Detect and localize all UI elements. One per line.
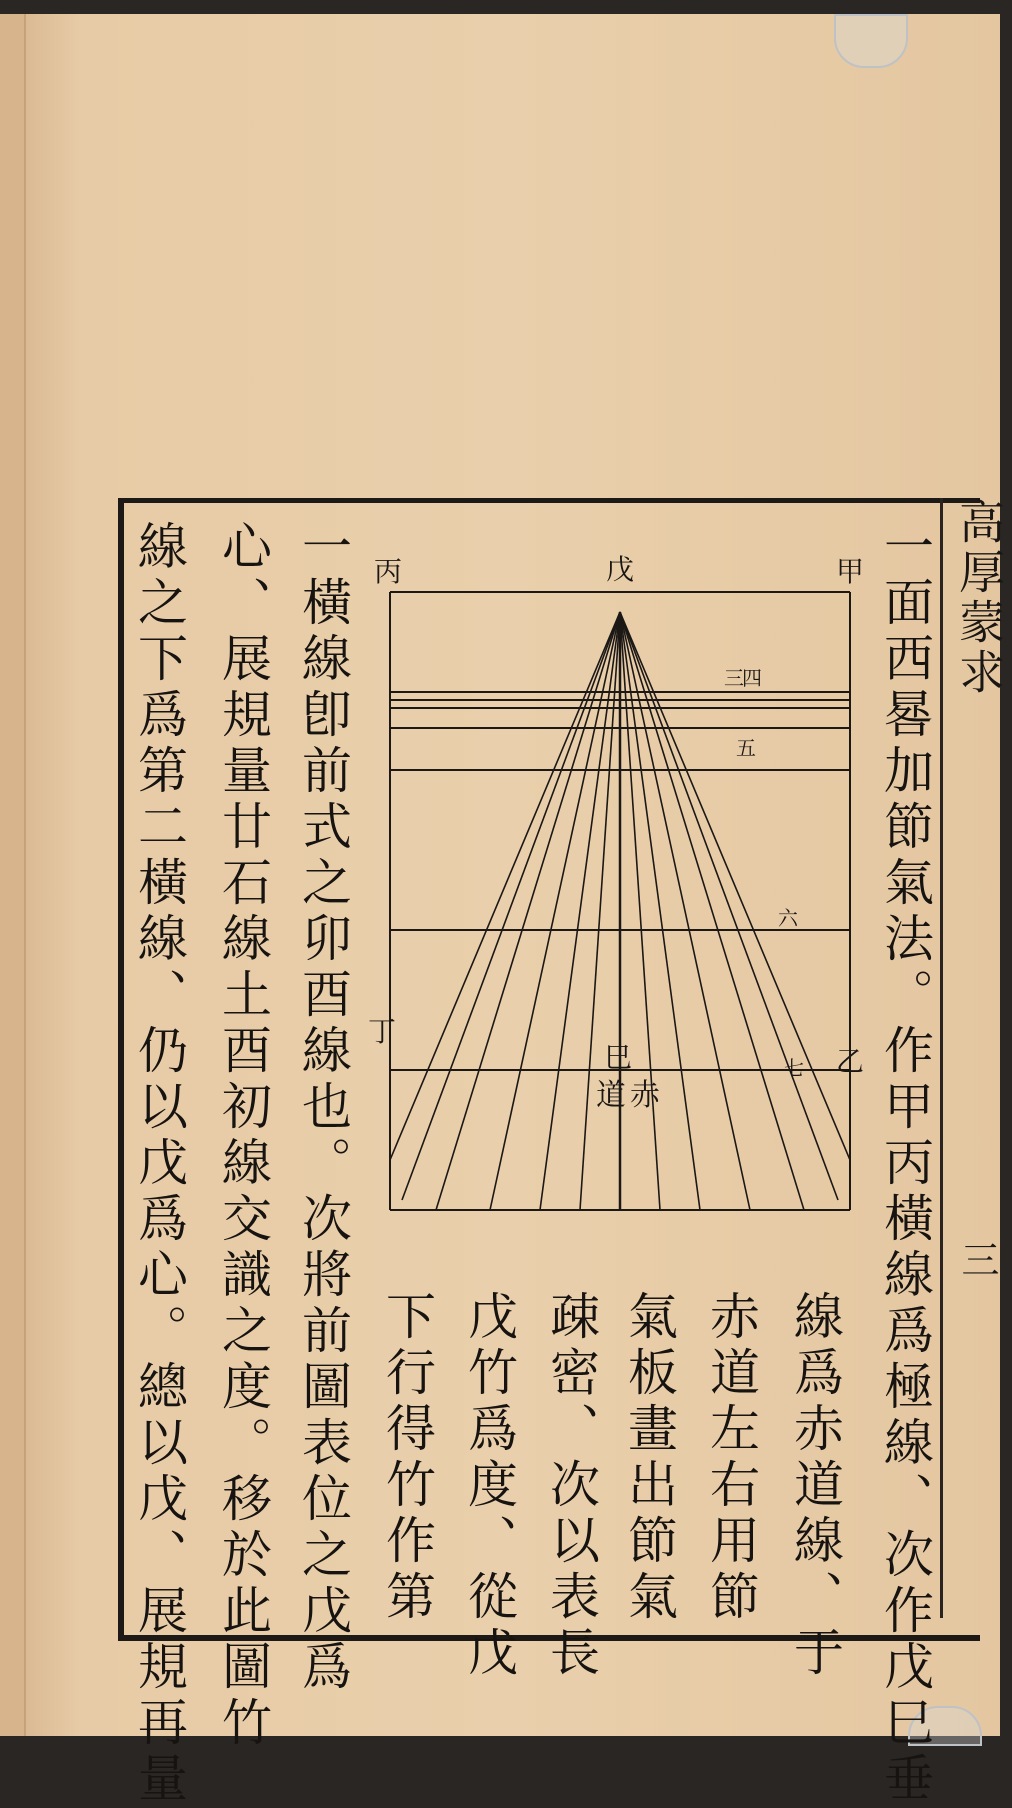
frame-center-line (940, 498, 943, 1618)
label-chi: 赤 (630, 1078, 660, 1113)
label-si: 巳 (604, 1041, 633, 1074)
page-clip-top (834, 14, 908, 68)
label-dao: 道 (596, 1078, 626, 1113)
text-column-8: 一橫線卽前式之卯酉線也。次將前圖表位之戊爲 (294, 520, 352, 1696)
label-san: 三 (724, 666, 744, 690)
text-column-5: 疎密、次以表長 (542, 1290, 600, 1682)
text-column-7: 下行得竹作第 (378, 1290, 436, 1626)
text-column-9: 心、展規量廿石線土酉初線交識之度。移於此圖竹 (214, 520, 272, 1752)
text-column-6: 戊竹爲度、從戊 (460, 1290, 518, 1682)
diagram-svg (380, 550, 860, 1230)
label-qi: 七 (784, 1056, 804, 1080)
text-column-4: 氣板畫出節氣 (620, 1290, 678, 1626)
label-ding: 丁 (368, 1015, 397, 1048)
text-column-3: 赤道左右用節 (702, 1290, 760, 1626)
folio-number: 三 (955, 1240, 999, 1278)
text-column-1: 一面西晷加節氣法。作甲丙橫線爲極線、次作戊巳垂 (876, 520, 934, 1808)
sundial-diagram (368, 550, 865, 1230)
label-liu: 六 (778, 906, 798, 930)
label-yi: 乙 (836, 1045, 865, 1078)
label-bing: 丙 (374, 555, 403, 588)
page-gutter (0, 14, 26, 1736)
label-si-number: 四 (742, 666, 762, 690)
label-jia: 甲 (836, 555, 865, 588)
label-wu-number: 五 (736, 736, 756, 760)
text-column-2: 線爲赤道線、于 (786, 1290, 844, 1682)
running-title: 高厚蒙求 (952, 498, 1006, 698)
label-wu: 戊 (606, 553, 635, 586)
text-column-10: 線之下爲第二橫線、仍以戊爲心。總以戊、展規再量 (130, 520, 188, 1808)
